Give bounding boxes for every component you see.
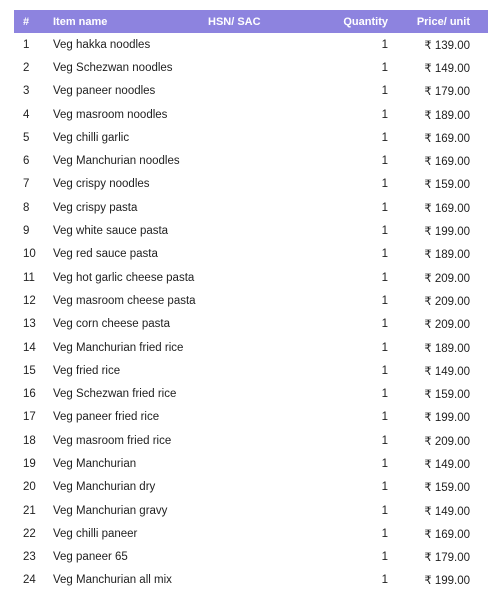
hsn-sac-cell — [208, 429, 278, 452]
row-number: 21 — [23, 504, 36, 517]
column-header-number: # — [23, 15, 30, 28]
table-row — [14, 522, 488, 545]
table-row — [14, 149, 488, 172]
item-name-cell: Veg masroom fried rice — [53, 434, 172, 447]
price-cell: ₹ 189.00 — [424, 109, 470, 122]
quantity-cell: 1 — [381, 294, 388, 307]
hsn-sac-cell — [208, 149, 278, 172]
row-number: 5 — [23, 131, 30, 144]
price-cell: ₹ 189.00 — [424, 249, 470, 262]
table-row — [14, 452, 488, 475]
item-name-cell: Veg hakka noodles — [53, 38, 151, 51]
table-header — [14, 10, 488, 33]
hsn-sac-cell — [208, 499, 278, 522]
item-name-cell: Veg masroom cheese pasta — [53, 294, 196, 307]
price-cell: ₹ 159.00 — [424, 482, 470, 495]
quantity-cell: 1 — [381, 201, 388, 214]
row-number: 6 — [23, 155, 30, 168]
table-row — [14, 499, 488, 522]
price-cell: ₹ 209.00 — [424, 319, 470, 332]
item-name-cell: Veg paneer fried rice — [53, 411, 160, 424]
item-name-cell: Veg Schezwan fried rice — [53, 388, 177, 401]
price-cell: ₹ 149.00 — [424, 458, 470, 471]
invoice-items-table — [14, 10, 488, 592]
row-number: 10 — [23, 248, 36, 261]
column-header-hsn-sac: HSN/ SAC — [208, 15, 261, 28]
table-row — [14, 56, 488, 79]
item-name-cell: Veg hot garlic cheese pasta — [53, 271, 195, 284]
hsn-sac-cell — [208, 243, 278, 266]
price-cell: ₹ 149.00 — [424, 365, 470, 378]
hsn-sac-cell — [208, 33, 278, 56]
table-row — [14, 476, 488, 499]
quantity-cell: 1 — [381, 457, 388, 470]
quantity-cell: 1 — [381, 434, 388, 447]
quantity-cell: 1 — [381, 271, 388, 284]
quantity-cell: 1 — [381, 225, 388, 238]
quantity-cell: 1 — [381, 248, 388, 261]
quantity-cell: 1 — [381, 481, 388, 494]
quantity-cell: 1 — [381, 155, 388, 168]
item-name-cell: Veg red sauce pasta — [53, 248, 158, 261]
hsn-sac-cell — [208, 359, 278, 382]
hsn-sac-cell — [208, 103, 278, 126]
row-number: 19 — [23, 457, 36, 470]
row-number: 2 — [23, 61, 30, 74]
row-number: 8 — [23, 201, 30, 214]
quantity-cell: 1 — [381, 318, 388, 331]
item-name-cell: Veg masroom noodles — [53, 108, 168, 121]
price-cell: ₹ 149.00 — [424, 505, 470, 518]
table-body — [14, 33, 488, 592]
quantity-cell: 1 — [381, 551, 388, 564]
item-name-cell: Veg crispy pasta — [53, 201, 138, 214]
row-number: 9 — [23, 225, 30, 238]
table-row — [14, 569, 488, 592]
table-row — [14, 336, 488, 359]
hsn-sac-cell — [208, 173, 278, 196]
price-cell: ₹ 159.00 — [424, 179, 470, 192]
hsn-sac-cell — [208, 80, 278, 103]
row-number: 23 — [23, 551, 36, 564]
table-row — [14, 289, 488, 312]
item-name-cell: Veg Manchurian — [53, 457, 137, 470]
quantity-cell: 1 — [381, 411, 388, 424]
price-cell: ₹ 179.00 — [424, 86, 470, 99]
price-cell: ₹ 199.00 — [424, 226, 470, 239]
hsn-sac-cell — [208, 452, 278, 475]
quantity-cell: 1 — [381, 131, 388, 144]
hsn-sac-cell — [208, 522, 278, 545]
table-row — [14, 359, 488, 382]
item-name-cell: Veg Manchurian all mix — [53, 574, 172, 587]
item-name-cell: Veg Manchurian noodles — [53, 155, 180, 168]
table-row — [14, 80, 488, 103]
quantity-cell: 1 — [381, 527, 388, 540]
item-name-cell: Veg Manchurian dry — [53, 481, 156, 494]
hsn-sac-cell — [208, 546, 278, 569]
table-row — [14, 266, 488, 289]
item-name-cell: Veg paneer 65 — [53, 551, 128, 564]
hsn-sac-cell — [208, 289, 278, 312]
column-header-item-name: Item name — [53, 15, 108, 28]
row-number: 20 — [23, 481, 36, 494]
price-cell: ₹ 149.00 — [424, 62, 470, 75]
row-number: 18 — [23, 434, 36, 447]
item-name-cell: Veg Manchurian fried rice — [53, 341, 184, 354]
hsn-sac-cell — [208, 219, 278, 242]
price-cell: ₹ 189.00 — [424, 342, 470, 355]
row-number: 24 — [23, 574, 36, 587]
item-name-cell: Veg crispy noodles — [53, 178, 150, 191]
item-name-cell: Veg chilli garlic — [53, 131, 130, 144]
quantity-cell: 1 — [381, 341, 388, 354]
hsn-sac-cell — [208, 313, 278, 336]
column-header-price-per-unit: Price/ unit — [416, 15, 470, 28]
hsn-sac-cell — [208, 336, 278, 359]
hsn-sac-cell — [208, 126, 278, 149]
row-number: 15 — [23, 364, 36, 377]
row-number: 16 — [23, 388, 36, 401]
table-row — [14, 546, 488, 569]
item-name-cell: Veg paneer noodles — [53, 85, 156, 98]
row-number: 13 — [23, 318, 36, 331]
quantity-cell: 1 — [381, 108, 388, 121]
row-number: 11 — [23, 271, 35, 284]
table-header-row — [14, 10, 488, 33]
quantity-cell: 1 — [381, 364, 388, 377]
quantity-cell: 1 — [381, 85, 388, 98]
table-row — [14, 406, 488, 429]
table-row — [14, 103, 488, 126]
item-name-cell: Veg Schezwan noodles — [53, 61, 173, 74]
table-row — [14, 429, 488, 452]
quantity-cell: 1 — [381, 574, 388, 587]
row-number: 1 — [23, 38, 30, 51]
row-number: 22 — [23, 527, 36, 540]
table-row — [14, 243, 488, 266]
price-cell: ₹ 209.00 — [424, 295, 470, 308]
table-row — [14, 313, 488, 336]
price-cell: ₹ 159.00 — [424, 389, 470, 402]
quantity-cell: 1 — [381, 178, 388, 191]
table-row — [14, 126, 488, 149]
row-number: 17 — [23, 411, 36, 424]
quantity-cell: 1 — [381, 504, 388, 517]
column-header-quantity: Quantity — [343, 15, 388, 28]
price-cell: ₹ 199.00 — [424, 412, 470, 425]
item-name-cell: Veg corn cheese pasta — [53, 318, 170, 331]
row-number: 12 — [23, 294, 36, 307]
row-number: 7 — [23, 178, 30, 191]
item-name-cell: Veg chilli paneer — [53, 527, 138, 540]
row-number: 14 — [23, 341, 36, 354]
hsn-sac-cell — [208, 382, 278, 405]
price-cell: ₹ 209.00 — [424, 272, 470, 285]
table-row — [14, 33, 488, 56]
quantity-cell: 1 — [381, 38, 388, 51]
item-name-cell: Veg Manchurian gravy — [53, 504, 168, 517]
table-row — [14, 219, 488, 242]
hsn-sac-cell — [208, 406, 278, 429]
hsn-sac-cell — [208, 56, 278, 79]
price-cell: ₹ 169.00 — [424, 156, 470, 169]
price-cell: ₹ 179.00 — [424, 552, 470, 565]
item-name-cell: Veg fried rice — [53, 364, 121, 377]
price-cell: ₹ 209.00 — [424, 435, 470, 448]
price-cell: ₹ 169.00 — [424, 132, 470, 145]
row-number: 4 — [23, 108, 30, 121]
price-cell: ₹ 169.00 — [424, 202, 470, 215]
price-cell: ₹ 139.00 — [424, 39, 470, 52]
table-row — [14, 196, 488, 219]
table-row — [14, 173, 488, 196]
hsn-sac-cell — [208, 569, 278, 592]
row-number: 3 — [23, 85, 30, 98]
hsn-sac-cell — [208, 476, 278, 499]
hsn-sac-cell — [208, 266, 278, 289]
price-cell: ₹ 199.00 — [424, 575, 470, 588]
item-name-cell: Veg white sauce pasta — [53, 225, 169, 238]
table-row — [14, 382, 488, 405]
hsn-sac-cell — [208, 196, 278, 219]
price-cell: ₹ 169.00 — [424, 528, 470, 541]
quantity-cell: 1 — [381, 388, 388, 401]
quantity-cell: 1 — [381, 61, 388, 74]
